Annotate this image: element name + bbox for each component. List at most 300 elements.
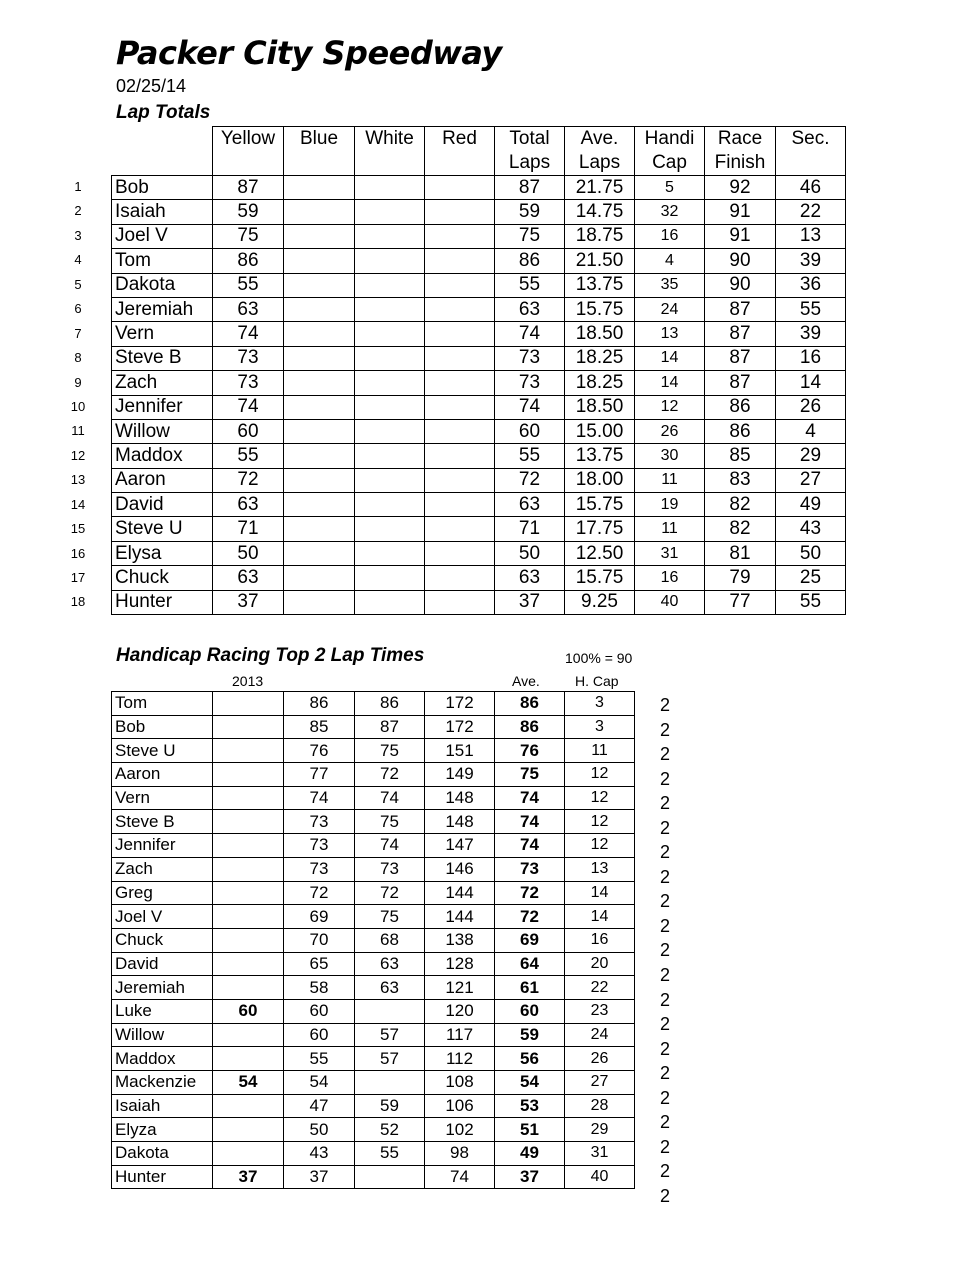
extra-value: 2 xyxy=(660,965,671,986)
lap-time-2: 75 xyxy=(355,739,425,763)
handicap: 5 xyxy=(635,176,705,200)
yellow-laps: 37 xyxy=(213,590,284,614)
table-row xyxy=(112,419,846,443)
lap-2013 xyxy=(213,715,284,739)
yellow-laps: 86 xyxy=(213,249,284,273)
race-finish: 85 xyxy=(705,444,776,468)
seconds: 29 xyxy=(776,444,846,468)
average: 86 xyxy=(495,692,565,716)
driver-name: Aaron xyxy=(112,763,213,787)
handicap: 32 xyxy=(635,200,705,224)
lap-time-2 xyxy=(355,999,425,1023)
race-finish: 86 xyxy=(705,395,776,419)
average: 69 xyxy=(495,928,565,952)
handicap-heading: Handicap Racing Top 2 Lap Times xyxy=(116,645,425,666)
table-row xyxy=(112,857,635,881)
lap-2013 xyxy=(213,1118,284,1142)
column-header-line: Red xyxy=(442,128,477,149)
lap-sum: 117 xyxy=(425,1023,495,1047)
seconds: 43 xyxy=(776,517,846,541)
handicap: 30 xyxy=(635,444,705,468)
handicap: 3 xyxy=(565,692,635,716)
lap-2013 xyxy=(213,1047,284,1071)
total-laps: 72 xyxy=(495,468,565,492)
lap-time-2: 63 xyxy=(355,952,425,976)
blue-laps xyxy=(284,517,355,541)
white-laps xyxy=(355,371,425,395)
extra-column xyxy=(660,693,670,1208)
yellow-laps: 63 xyxy=(213,297,284,321)
driver-name: Jeremiah xyxy=(112,297,213,321)
handicap: 12 xyxy=(565,763,635,787)
handicap: 12 xyxy=(565,834,635,858)
row-number: 7 xyxy=(74,325,82,341)
lap-time-1: 43 xyxy=(284,1142,355,1166)
handicap: 27 xyxy=(565,1071,635,1095)
white-laps xyxy=(355,249,425,273)
driver-name: Zach xyxy=(112,857,213,881)
handicap: 19 xyxy=(635,493,705,517)
driver-name: Jennifer xyxy=(112,395,213,419)
lap-time-2: 57 xyxy=(355,1047,425,1071)
blue-laps xyxy=(284,590,355,614)
lap-time-2: 57 xyxy=(355,1023,425,1047)
handicap-table xyxy=(111,691,635,1189)
driver-name: Chuck xyxy=(112,566,213,590)
row-number: 12 xyxy=(70,447,86,463)
column-header xyxy=(213,127,284,176)
lap-time-1: 72 xyxy=(284,881,355,905)
race-finish: 90 xyxy=(705,249,776,273)
average: 53 xyxy=(495,1094,565,1118)
red-laps xyxy=(425,273,495,297)
table-row xyxy=(112,739,635,763)
seconds: 50 xyxy=(776,541,846,565)
red-laps xyxy=(425,297,495,321)
table-row xyxy=(112,468,846,492)
white-laps xyxy=(355,493,425,517)
blue-laps xyxy=(284,273,355,297)
row-number: 2 xyxy=(74,203,82,219)
row-number: 4 xyxy=(74,252,82,268)
column-header xyxy=(565,127,635,176)
extra-value: 2 xyxy=(660,940,671,961)
red-laps xyxy=(425,224,495,248)
ave-laps: 13.75 xyxy=(565,444,635,468)
yellow-laps: 60 xyxy=(213,419,284,443)
extra-value: 2 xyxy=(660,915,671,936)
seconds: 55 xyxy=(776,590,846,614)
white-laps xyxy=(355,566,425,590)
total-laps: 87 xyxy=(495,176,565,200)
driver-name: Tom xyxy=(112,249,213,273)
handicap-note: 100% = 90 xyxy=(565,650,633,666)
row-number: 9 xyxy=(74,374,82,390)
yellow-laps: 71 xyxy=(213,517,284,541)
handicap: 31 xyxy=(565,1142,635,1166)
lap-time-2: 55 xyxy=(355,1142,425,1166)
handicap: 11 xyxy=(635,517,705,541)
blue-laps xyxy=(284,395,355,419)
average: 74 xyxy=(495,786,565,810)
handicap: 14 xyxy=(635,371,705,395)
extra-value: 2 xyxy=(660,1063,671,1084)
average: 86 xyxy=(495,715,565,739)
lap-sum: 106 xyxy=(425,1094,495,1118)
lap-sum: 112 xyxy=(425,1047,495,1071)
driver-name: Jeremiah xyxy=(112,976,213,1000)
driver-name: Chuck xyxy=(112,928,213,952)
column-header-line: Handi xyxy=(644,128,695,149)
extra-value: 2 xyxy=(660,793,671,814)
table-row xyxy=(112,541,846,565)
lap-2013 xyxy=(213,881,284,905)
lap-sum: 121 xyxy=(425,976,495,1000)
average: 72 xyxy=(495,881,565,905)
total-laps: 50 xyxy=(495,541,565,565)
row-number: 17 xyxy=(70,570,86,585)
lap-sum: 108 xyxy=(425,1071,495,1095)
handicap: 12 xyxy=(565,786,635,810)
average: 56 xyxy=(495,1047,565,1071)
driver-name: Dakota xyxy=(112,1142,213,1166)
red-laps xyxy=(425,176,495,200)
table-row xyxy=(112,566,846,590)
driver-name: Steve U xyxy=(112,517,213,541)
yellow-laps: 73 xyxy=(213,346,284,370)
blue-laps xyxy=(284,541,355,565)
driver-name: Maddox xyxy=(112,1047,213,1071)
lap-2013 xyxy=(213,834,284,858)
ave-laps: 12.50 xyxy=(565,541,635,565)
driver-name: Elysa xyxy=(112,541,213,565)
white-laps xyxy=(355,322,425,346)
race-finish: 77 xyxy=(705,590,776,614)
lap-sum: 74 xyxy=(425,1165,495,1189)
lap-time-1: 47 xyxy=(284,1094,355,1118)
lap-sum: 144 xyxy=(425,881,495,905)
page-title: Packer City Speedway xyxy=(116,34,502,72)
row-number: 16 xyxy=(70,545,86,561)
ave-laps: 21.50 xyxy=(565,249,635,273)
lap-sum: 146 xyxy=(425,857,495,881)
white-laps xyxy=(355,468,425,492)
blue-laps xyxy=(284,346,355,370)
white-laps xyxy=(355,395,425,419)
ave-laps: 9.25 xyxy=(565,590,635,614)
table-row xyxy=(112,976,635,1000)
lap-time-2: 52 xyxy=(355,1118,425,1142)
average: 75 xyxy=(495,763,565,787)
handicap: 20 xyxy=(565,952,635,976)
total-laps: 71 xyxy=(495,517,565,541)
lap-time-2: 72 xyxy=(355,881,425,905)
row-number: 18 xyxy=(70,594,86,610)
col-2013-label: 2013 xyxy=(232,673,264,689)
red-laps xyxy=(425,566,495,590)
driver-name: Steve B xyxy=(112,346,213,370)
blue-laps xyxy=(284,371,355,395)
lap-2013 xyxy=(213,810,284,834)
row-number: 3 xyxy=(74,227,82,243)
table-row xyxy=(112,322,846,346)
seconds: 22 xyxy=(776,200,846,224)
handicap: 24 xyxy=(635,297,705,321)
lap-time-1: 85 xyxy=(284,715,355,739)
table-row xyxy=(112,297,846,321)
red-laps xyxy=(425,419,495,443)
extra-value: 2 xyxy=(660,768,671,789)
lap-sum: 128 xyxy=(425,952,495,976)
lap-time-1: 86 xyxy=(284,692,355,716)
column-header-line: Yellow xyxy=(220,128,276,149)
row-number: 11 xyxy=(71,423,85,439)
table-row xyxy=(112,952,635,976)
handicap: 40 xyxy=(635,590,705,614)
lap-2013 xyxy=(213,928,284,952)
red-laps xyxy=(425,200,495,224)
lap-time-2: 68 xyxy=(355,928,425,952)
table-row xyxy=(112,224,846,248)
ave-laps: 15.00 xyxy=(565,419,635,443)
extra-value: 2 xyxy=(660,1014,671,1035)
driver-name: Isaiah xyxy=(112,200,213,224)
lap-time-1: 65 xyxy=(284,952,355,976)
row-number: 13 xyxy=(70,472,86,488)
extra-value: 2 xyxy=(660,1185,671,1206)
race-finish: 91 xyxy=(705,200,776,224)
table-row xyxy=(112,444,846,468)
race-finish: 83 xyxy=(705,468,776,492)
col-hcap-label: H. Cap xyxy=(575,673,619,689)
average: 64 xyxy=(495,952,565,976)
seconds: 49 xyxy=(776,493,846,517)
table-row xyxy=(112,881,635,905)
extra-value: 2 xyxy=(660,866,671,887)
driver-name: Maddox xyxy=(112,444,213,468)
handicap: 31 xyxy=(635,541,705,565)
white-laps xyxy=(355,200,425,224)
handicap: 11 xyxy=(565,739,635,763)
table-row xyxy=(112,1071,635,1095)
lap-2013 xyxy=(213,952,284,976)
column-header-line: Total xyxy=(509,128,550,149)
row-number: 5 xyxy=(74,276,82,292)
table-row xyxy=(112,346,846,370)
white-laps xyxy=(355,419,425,443)
seconds: 4 xyxy=(776,419,846,443)
column-header-line: Sec. xyxy=(791,128,830,149)
yellow-laps: 63 xyxy=(213,566,284,590)
handicap: 26 xyxy=(565,1047,635,1071)
driver-name: Willow xyxy=(112,419,213,443)
lap-time-1: 77 xyxy=(284,763,355,787)
white-laps xyxy=(355,541,425,565)
seconds: 25 xyxy=(776,566,846,590)
driver-name: Steve U xyxy=(112,739,213,763)
lap-2013 xyxy=(213,905,284,929)
total-laps: 73 xyxy=(495,371,565,395)
average: 54 xyxy=(495,1071,565,1095)
seconds: 26 xyxy=(776,395,846,419)
lap-time-1: 60 xyxy=(284,1023,355,1047)
lap-time-1: 55 xyxy=(284,1047,355,1071)
handicap: 23 xyxy=(565,999,635,1023)
table-row xyxy=(112,176,846,200)
lap-time-2: 87 xyxy=(355,715,425,739)
extra-value: 2 xyxy=(660,989,671,1010)
driver-name: Isaiah xyxy=(112,1094,213,1118)
seconds: 55 xyxy=(776,297,846,321)
race-finish: 91 xyxy=(705,224,776,248)
seconds: 14 xyxy=(776,371,846,395)
lap-time-2: 75 xyxy=(355,905,425,929)
column-header xyxy=(284,127,355,176)
handicap: 16 xyxy=(635,566,705,590)
white-laps xyxy=(355,517,425,541)
lap-2013 xyxy=(213,692,284,716)
driver-name: Vern xyxy=(112,786,213,810)
red-laps xyxy=(425,249,495,273)
race-finish: 90 xyxy=(705,273,776,297)
blue-laps xyxy=(284,322,355,346)
column-header-line: Race xyxy=(717,128,763,149)
table-row xyxy=(112,905,635,929)
table-row xyxy=(112,715,635,739)
ave-laps: 21.75 xyxy=(565,176,635,200)
table-row xyxy=(112,1023,635,1047)
driver-name: Dakota xyxy=(112,273,213,297)
row-number: 1 xyxy=(74,179,82,194)
ave-laps: 13.75 xyxy=(565,273,635,297)
driver-name: David xyxy=(112,493,213,517)
lap-time-2 xyxy=(355,1165,425,1189)
handicap: 11 xyxy=(635,468,705,492)
yellow-laps: 74 xyxy=(213,395,284,419)
yellow-laps: 59 xyxy=(213,200,284,224)
lap-2013: 37 xyxy=(213,1165,284,1189)
table-row xyxy=(112,590,846,614)
lap-time-2: 59 xyxy=(355,1094,425,1118)
extra-value: 2 xyxy=(660,1161,671,1182)
table-row xyxy=(112,200,846,224)
lap-time-1: 54 xyxy=(284,1071,355,1095)
red-laps xyxy=(425,395,495,419)
table-row xyxy=(112,1047,635,1071)
driver-name: Joel V xyxy=(112,224,213,248)
total-laps: 60 xyxy=(495,419,565,443)
yellow-laps: 55 xyxy=(213,444,284,468)
column-header xyxy=(355,127,425,176)
lap-time-1: 73 xyxy=(284,857,355,881)
row-number: 8 xyxy=(74,350,82,366)
handicap: 12 xyxy=(565,810,635,834)
yellow-laps: 73 xyxy=(213,371,284,395)
race-finish: 86 xyxy=(705,419,776,443)
race-finish: 87 xyxy=(705,371,776,395)
ave-laps: 18.25 xyxy=(565,346,635,370)
red-laps xyxy=(425,444,495,468)
yellow-laps: 75 xyxy=(213,224,284,248)
yellow-laps: 87 xyxy=(213,176,284,200)
race-finish: 82 xyxy=(705,493,776,517)
yellow-laps: 72 xyxy=(213,468,284,492)
lap-2013 xyxy=(213,976,284,1000)
total-laps: 74 xyxy=(495,395,565,419)
lap-2013 xyxy=(213,1023,284,1047)
table-row xyxy=(112,1094,635,1118)
lap-sum: 148 xyxy=(425,786,495,810)
driver-name: Joel V xyxy=(112,905,213,929)
blue-laps xyxy=(284,493,355,517)
handicap: 16 xyxy=(635,224,705,248)
handicap: 12 xyxy=(635,395,705,419)
handicap: 14 xyxy=(635,346,705,370)
blue-laps xyxy=(284,224,355,248)
white-laps xyxy=(355,590,425,614)
lap-2013 xyxy=(213,763,284,787)
lap-time-1: 69 xyxy=(284,905,355,929)
blue-laps xyxy=(284,200,355,224)
table-row xyxy=(112,517,846,541)
table-row xyxy=(112,810,635,834)
table-row xyxy=(112,692,635,716)
lap-sum: 172 xyxy=(425,692,495,716)
driver-name: Jennifer xyxy=(112,834,213,858)
driver-name: Tom xyxy=(112,692,213,716)
red-laps xyxy=(425,322,495,346)
lap-sum: 172 xyxy=(425,715,495,739)
lap-time-2: 72 xyxy=(355,763,425,787)
ave-laps: 18.00 xyxy=(565,468,635,492)
extra-value: 2 xyxy=(660,719,671,740)
handicap: 22 xyxy=(565,976,635,1000)
blue-laps xyxy=(284,249,355,273)
extra-value: 2 xyxy=(660,1038,671,1059)
lap-sum: 144 xyxy=(425,905,495,929)
extra-value: 2 xyxy=(660,891,671,912)
handicap: 29 xyxy=(565,1118,635,1142)
ave-laps: 17.75 xyxy=(565,517,635,541)
driver-name: Willow xyxy=(112,1023,213,1047)
table-row xyxy=(112,493,846,517)
lap-2013: 60 xyxy=(213,999,284,1023)
total-laps: 63 xyxy=(495,493,565,517)
handicap: 14 xyxy=(565,905,635,929)
handicap: 40 xyxy=(565,1165,635,1189)
lap-sum: 147 xyxy=(425,834,495,858)
column-header xyxy=(635,127,705,176)
seconds: 39 xyxy=(776,322,846,346)
extra-value: 2 xyxy=(660,1136,671,1157)
yellow-laps: 55 xyxy=(213,273,284,297)
red-laps xyxy=(425,541,495,565)
average: 60 xyxy=(495,999,565,1023)
ave-laps: 14.75 xyxy=(565,200,635,224)
column-header xyxy=(776,127,846,176)
column-header-line: Finish xyxy=(714,152,766,173)
row-numbers xyxy=(66,175,90,615)
average: 74 xyxy=(495,834,565,858)
extra-value: 2 xyxy=(660,842,671,863)
row-number: 6 xyxy=(74,301,82,317)
white-laps xyxy=(355,346,425,370)
column-header-line: Blue xyxy=(299,128,339,149)
table-row xyxy=(112,371,846,395)
driver-name: Steve B xyxy=(112,810,213,834)
table-row xyxy=(112,395,846,419)
race-finish: 92 xyxy=(705,176,776,200)
